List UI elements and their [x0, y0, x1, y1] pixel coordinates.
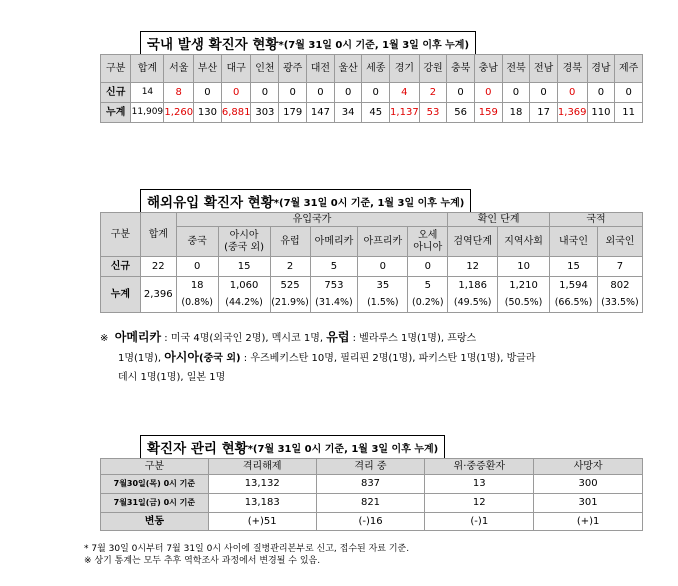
domestic-header-cell: 충북	[447, 55, 475, 83]
note-line2-start: 1명(1명),	[118, 353, 165, 364]
domestic-cell: 147	[307, 103, 335, 123]
domestic-header-cell: 울산	[334, 55, 362, 83]
domestic-header-cell: 전남	[530, 55, 558, 83]
overseas-cum-cell: 5	[408, 277, 448, 295]
domestic-cell: 0	[307, 83, 335, 103]
management-cell: 13,183	[208, 494, 316, 513]
note-line-1	[100, 328, 476, 348]
overseas-pct-cell: (0.2%)	[408, 295, 448, 313]
overseas-country-header: 아시아 (중국 외)	[218, 227, 270, 257]
overseas-new-cell: 7	[597, 257, 642, 277]
domestic-header-cell: 인천	[251, 55, 279, 83]
overseas-country-header: 유럽	[270, 227, 310, 257]
footnote-2: ※ 상기 통계는 모두 추후 역학조사 과정에서 변경될 수 있음.	[84, 556, 321, 566]
domestic-cell: 179	[279, 103, 307, 123]
management-cell: 837	[316, 475, 425, 494]
management-row-change	[101, 513, 643, 531]
overseas-new-cell: 10	[498, 257, 550, 277]
domestic-header-cell: 전북	[502, 55, 530, 83]
overseas-pct-cell: (21.9%)	[270, 295, 310, 313]
management-cell: (+)1	[534, 513, 643, 531]
domestic-cell: 130	[194, 103, 222, 123]
domestic-cell: 17	[530, 103, 558, 123]
management-header-cell: 격리 중	[316, 459, 425, 475]
overseas-cum-label: 누계	[101, 277, 141, 313]
domestic-cell: 1,260	[164, 103, 194, 123]
overseas-cum-cell: 525	[270, 277, 310, 295]
overseas-stage-header: 검역단계	[448, 227, 498, 257]
domestic-table	[100, 54, 643, 123]
management-row-0731	[101, 494, 643, 513]
note-europe-label: 유럽	[326, 330, 350, 344]
overseas-row-cumulative	[101, 277, 643, 295]
domestic-header-cell: 대전	[307, 55, 335, 83]
overseas-new-cell: 15	[550, 257, 598, 277]
domestic-header-cell: 경북	[557, 55, 587, 83]
management-header-cell: 위·중증환자	[425, 459, 534, 475]
domestic-cell: 159	[474, 103, 502, 123]
overseas-new-cell: 0	[408, 257, 448, 277]
overseas-new-cell: 5	[310, 257, 358, 277]
note-america-text: : 미국 4명(외국인 2명), 멕시코 1명,	[161, 333, 327, 344]
overseas-cum-total: 2,396	[140, 277, 176, 313]
overseas-country-header: 아메리카	[310, 227, 358, 257]
overseas-cum-cell: 1,594	[550, 277, 598, 295]
overseas-row-percent	[101, 295, 643, 313]
overseas-new-cell: 15	[218, 257, 270, 277]
domestic-cell: 1,137	[390, 103, 420, 123]
overseas-new-cell: 0	[358, 257, 408, 277]
overseas-cum-cell: 18	[176, 277, 218, 295]
domestic-title	[140, 31, 476, 55]
overseas-cum-cell: 35	[358, 277, 408, 295]
domestic-header-cell: 서울	[164, 55, 194, 83]
overseas-new-cell: 2	[270, 257, 310, 277]
overseas-nation-header: 외국인	[597, 227, 642, 257]
management-title	[140, 435, 445, 459]
domestic-header-cell: 대구	[221, 55, 251, 83]
management-row-label: 7월30일(목) 0시 기준	[101, 475, 209, 494]
overseas-row-new	[101, 257, 643, 277]
overseas-new-cell: 0	[176, 257, 218, 277]
overseas-header-gubun: 구분	[101, 213, 141, 257]
overseas-pct-cell: (66.5%)	[550, 295, 598, 313]
overseas-cum-cell: 1,060	[218, 277, 270, 295]
domestic-cell: 11	[615, 103, 643, 123]
management-header-cell: 격리해제	[208, 459, 316, 475]
overseas-country-header: 중국	[176, 227, 218, 257]
management-cell: 13,132	[208, 475, 316, 494]
overseas-header-nation-group: 국적	[550, 213, 643, 227]
overseas-new-label: 신규	[101, 257, 141, 277]
overseas-header-stage-group: 확인 단계	[448, 213, 550, 227]
management-table	[100, 458, 643, 531]
management-header-row	[101, 459, 643, 475]
overseas-stage-header: 지역사회	[498, 227, 550, 257]
management-row-0730	[101, 475, 643, 494]
note-mark: ※	[100, 333, 109, 344]
domestic-header-cell: 충남	[474, 55, 502, 83]
overseas-cum-cell: 802	[597, 277, 642, 295]
overseas-pct-cell: (50.5%)	[498, 295, 550, 313]
domestic-header-cell: 제주	[615, 55, 643, 83]
note-asia-label: 아시아	[164, 350, 199, 364]
domestic-cell: 110	[587, 103, 615, 123]
management-row-label: 변동	[101, 513, 209, 531]
domestic-header-cell: 구분	[101, 55, 131, 83]
domestic-cell: 1,369	[557, 103, 587, 123]
note-asia-paren: (중국 외)	[199, 353, 241, 364]
management-cell: (-)16	[316, 513, 425, 531]
domestic-cell: 56	[447, 103, 475, 123]
overseas-pct-cell: (33.5%)	[597, 295, 642, 313]
management-cell: (+)51	[208, 513, 316, 531]
domestic-cell: 0	[279, 83, 307, 103]
overseas-cum-cell: 1,186	[448, 277, 498, 295]
management-cell: (-)1	[425, 513, 534, 531]
domestic-title-sub: *(7월 31일 0시 기준, 1월 3일 이후 누계)	[278, 39, 470, 51]
note-line-3: 데시 1명(1명), 일본 1명	[118, 372, 226, 383]
overseas-cum-cell: 1,210	[498, 277, 550, 295]
overseas-country-header: 오세 아니아	[408, 227, 448, 257]
overseas-pct-cell: (0.8%)	[176, 295, 218, 313]
domestic-row-label: 신규	[101, 83, 131, 103]
domestic-cell: 0	[334, 83, 362, 103]
overseas-new-cell: 12	[448, 257, 498, 277]
overseas-title	[140, 189, 471, 213]
footnote-1: * 7월 30일 0시부터 7월 31일 0시 사이에 질병관리본부로 신고, 접수된 자료 기준.	[84, 544, 410, 554]
management-cell: 821	[316, 494, 425, 513]
overseas-nation-header: 내국인	[550, 227, 598, 257]
domestic-row-label: 누계	[101, 103, 131, 123]
overseas-pct-cell: (44.2%)	[218, 295, 270, 313]
overseas-pct-cell: (49.5%)	[448, 295, 498, 313]
domestic-title-main: 국내 발생 확진자 현황	[147, 37, 279, 53]
domestic-cell: 2	[419, 83, 447, 103]
management-title-main: 확진자 관리 현황	[147, 441, 248, 457]
domestic-cell: 303	[251, 103, 279, 123]
overseas-table	[100, 212, 643, 313]
domestic-cell: 0	[474, 83, 502, 103]
overseas-pct-cell: (1.5%)	[358, 295, 408, 313]
domestic-cell: 18	[502, 103, 530, 123]
overseas-header-country-group: 유입국가	[176, 213, 448, 227]
overseas-title-main: 해외유입 확진자 현황	[147, 195, 274, 211]
domestic-cell: 0	[194, 83, 222, 103]
note-america-label: 아메리카	[114, 330, 162, 344]
domestic-cell: 0	[251, 83, 279, 103]
management-title-sub: *(7월 31일 0시 기준, 1월 3일 이후 누계)	[247, 443, 439, 455]
domestic-cell: 53	[419, 103, 447, 123]
domestic-row-new	[101, 83, 643, 103]
note-europe-text: : 벨라루스 1명(1명), 프랑스	[349, 333, 477, 344]
domestic-cell: 11,909	[131, 103, 164, 123]
domestic-header-cell: 경남	[587, 55, 615, 83]
overseas-new-total: 22	[140, 257, 176, 277]
domestic-header-cell: 강원	[419, 55, 447, 83]
overseas-country-header: 아프리카	[358, 227, 408, 257]
domestic-header-cell: 세종	[362, 55, 390, 83]
overseas-cum-cell: 753	[310, 277, 358, 295]
domestic-cell: 34	[334, 103, 362, 123]
overseas-group-header-row	[101, 213, 643, 227]
domestic-header-cell: 광주	[279, 55, 307, 83]
domestic-header-cell: 경기	[390, 55, 420, 83]
domestic-cell: 8	[164, 83, 194, 103]
domestic-cell: 14	[131, 83, 164, 103]
overseas-pct-cell: (31.4%)	[310, 295, 358, 313]
management-header-cell: 구분	[101, 459, 209, 475]
domestic-cell: 6,881	[221, 103, 251, 123]
management-cell: 12	[425, 494, 534, 513]
domestic-cell: 0	[530, 83, 558, 103]
domestic-cell: 0	[557, 83, 587, 103]
domestic-cell: 0	[502, 83, 530, 103]
overseas-header-total: 합계	[140, 213, 176, 257]
domestic-header-cell: 부산	[194, 55, 222, 83]
management-row-label: 7월31일(금) 0시 기준	[101, 494, 209, 513]
overseas-title-sub: *(7월 31일 0시 기준, 1월 3일 이후 누계)	[273, 197, 465, 209]
domestic-cell: 0	[447, 83, 475, 103]
domestic-cell: 0	[221, 83, 251, 103]
management-cell: 13	[425, 475, 534, 494]
note-asia-text: : 우즈베키스탄 10명, 필리핀 2명(1명), 파키스탄 1명(1명), 방글라	[240, 353, 536, 364]
domestic-header-cell: 합계	[131, 55, 164, 83]
management-header-cell: 사망자	[534, 459, 643, 475]
management-cell: 300	[534, 475, 643, 494]
overseas-sub-header-row	[101, 227, 643, 257]
domestic-cell: 4	[390, 83, 420, 103]
domestic-cell: 0	[587, 83, 615, 103]
management-cell: 301	[534, 494, 643, 513]
domestic-header-row	[101, 55, 643, 83]
domestic-cell: 0	[362, 83, 390, 103]
domestic-cell: 0	[615, 83, 643, 103]
note-line-2	[118, 348, 536, 368]
domestic-cell: 45	[362, 103, 390, 123]
domestic-row-cumulative	[101, 103, 643, 123]
